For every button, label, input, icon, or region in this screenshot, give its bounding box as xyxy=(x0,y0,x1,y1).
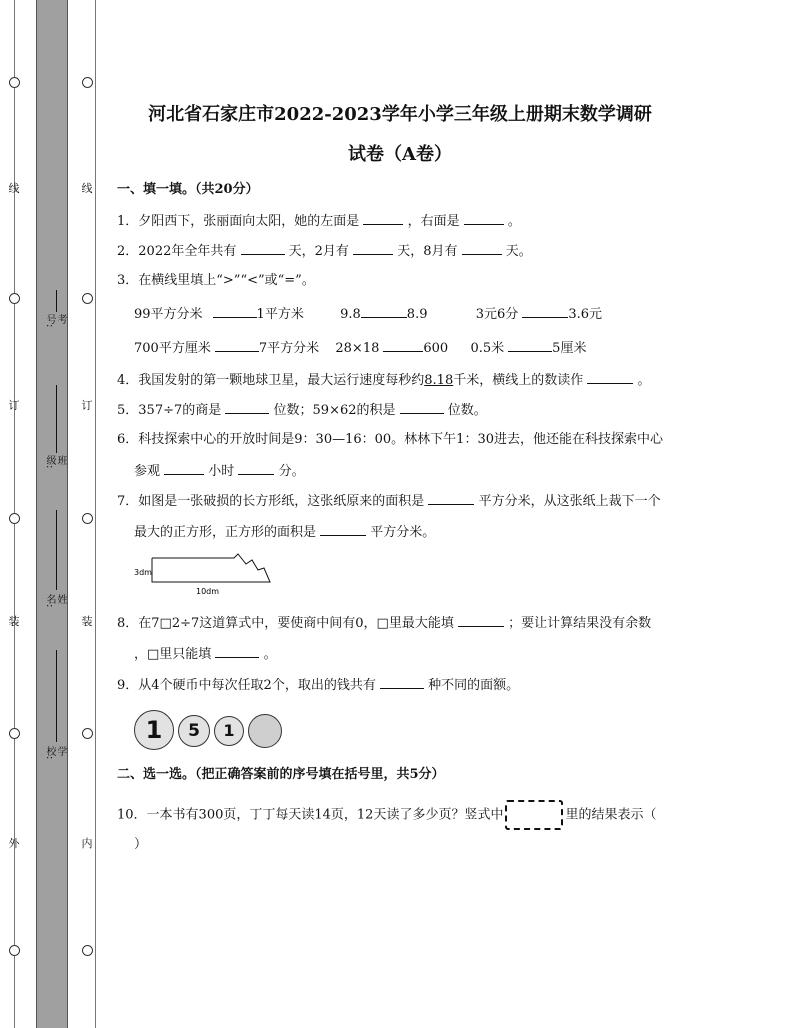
binding-hole xyxy=(9,293,20,304)
answer-blank[interactable] xyxy=(587,371,633,384)
question-3: 3．在横线里填上“>”“<”或“=”。 xyxy=(117,273,315,288)
binding-hole xyxy=(82,293,93,304)
answer-blank[interactable] xyxy=(380,676,424,689)
page-subtitle: 试卷（A卷） xyxy=(348,144,452,165)
answer-blank[interactable] xyxy=(458,614,504,627)
answer-blank[interactable] xyxy=(464,212,504,225)
question-4: 4．我国发射的第一颗地球卫星，最大运行速度每秒约8.18千米，横线上的数读作 。 xyxy=(117,373,651,388)
question-6: 6．科技探索中心的开放时间是9：30—16：00。林林下午1：30进去，他还能在科技探索中心 xyxy=(117,432,663,447)
answer-blank[interactable] xyxy=(238,462,274,475)
section-heading: 一、填一填。（共20分） xyxy=(117,182,259,197)
question-3-row-2: 700平方厘米 7平方分米 28×18 600 0.5米 5厘米 xyxy=(134,341,587,356)
margin-char: 装 xyxy=(8,615,20,628)
question-6-cont: 参观 小时 分。 xyxy=(134,464,305,479)
question-8-cont: ，□里只能填 。 xyxy=(134,647,277,662)
question-7: 7．如图是一张破损的长方形纸，这张纸原来的面积是 平方分米，从这张纸上裁下一个 xyxy=(117,494,661,509)
margin-char: 外 xyxy=(8,837,20,850)
question-10-cont: ） xyxy=(134,837,148,852)
question-5: 5．357÷7的商是 位数；59×62的积是 位数。 xyxy=(117,403,487,418)
coin-5-jiao: 5 xyxy=(178,715,210,747)
binding-hole xyxy=(82,77,93,88)
answer-blank[interactable] xyxy=(353,242,393,255)
answer-blank[interactable] xyxy=(363,212,403,225)
margin-char: 内 xyxy=(81,837,93,850)
figure-height-label: 3dm xyxy=(134,568,152,577)
coin-1-jiao: 1 xyxy=(214,716,244,746)
figure-width-label: 10dm xyxy=(196,587,220,596)
margin-char: 订 xyxy=(8,399,20,412)
answer-blank[interactable] xyxy=(241,242,285,255)
answer-blank[interactable] xyxy=(400,401,444,414)
binding-hole xyxy=(9,945,20,956)
answer-blank[interactable] xyxy=(383,339,423,352)
answer-blank[interactable] xyxy=(215,645,259,658)
margin-char: 线 xyxy=(81,182,93,195)
answer-blank[interactable] xyxy=(213,305,257,318)
answer-blank[interactable] xyxy=(164,462,204,475)
answer-blank[interactable] xyxy=(215,339,259,352)
inner-margin-line xyxy=(95,0,96,1028)
binding-hole xyxy=(82,728,93,739)
question-3-row-1: 99平方分米 1平方米 9.8 8.9 3元6分 3.6元 xyxy=(134,307,602,322)
coin-flower-side xyxy=(248,714,282,748)
answer-blank[interactable] xyxy=(508,339,552,352)
page-title: 河北省石家庄市2022-2023学年小学三年级上册期末数学调研 xyxy=(148,104,652,125)
binding-hole xyxy=(9,513,20,524)
binding-band xyxy=(36,0,68,1028)
binding-hole xyxy=(9,77,20,88)
binding-hole xyxy=(82,513,93,524)
answer-blank[interactable] xyxy=(225,401,269,414)
answer-blank[interactable] xyxy=(361,305,407,318)
margin-char: 订 xyxy=(81,399,93,412)
answer-blank[interactable] xyxy=(428,492,474,505)
answer-blank[interactable] xyxy=(462,242,502,255)
question-1: 1．夕阳西下，张丽面向太阳，她的左面是 ，右面是 。 xyxy=(117,214,521,229)
binding-hole xyxy=(82,945,93,956)
dashed-box-icon xyxy=(505,800,563,830)
margin-char: 装 xyxy=(81,615,93,628)
question-2: 2．2022年全年共有 天，2月有 天，8月有 天。 xyxy=(117,244,532,259)
question-10: 10．一本书有300页，丁丁每天读14页，12天读了多少页？竖式中 里的结果表示（ xyxy=(117,800,656,830)
answer-blank[interactable] xyxy=(320,523,366,536)
question-8: 8．在7□2÷7这道算式中，要使商中间有0，□里最大能填 ；要让计算结果没有余数 xyxy=(117,616,652,631)
question-7-cont: 最大的正方形，正方形的面积是 平方分米。 xyxy=(134,525,436,540)
coin-1-yuan: 1 xyxy=(134,710,174,750)
section-heading: 二、选一选。（把正确答案前的序号填在括号里，共5分） xyxy=(117,767,445,782)
margin-char: 线 xyxy=(8,182,20,195)
question-9: 9．从4个硬币中每次任取2个，取出的钱共有 种不同的面额。 xyxy=(117,678,520,693)
answer-blank[interactable] xyxy=(522,305,568,318)
binding-hole xyxy=(9,728,20,739)
torn-rectangle-figure xyxy=(134,548,274,600)
